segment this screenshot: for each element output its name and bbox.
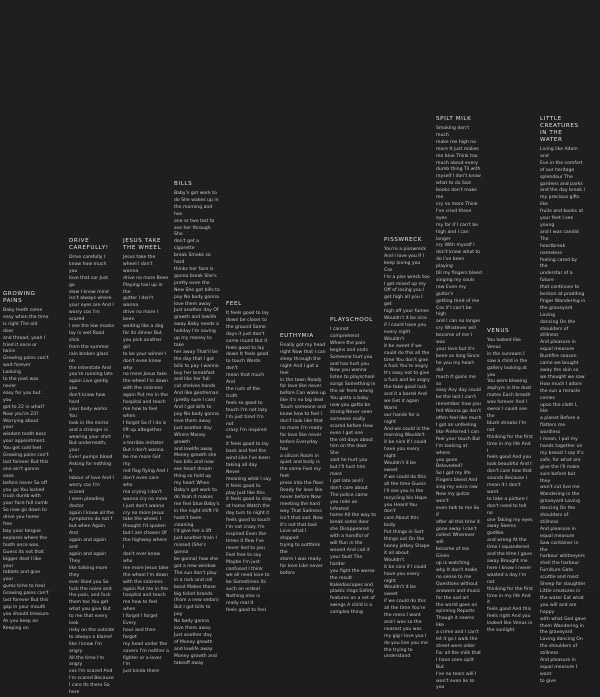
song-title: BILLS xyxy=(174,181,193,187)
song-lyrics: You looked like Venus in the sunroom I saw a child in the gallery looking at you You were blowing zephyrs in the dust motes Each breath was forever And I swear I could see the blush streaks I'm not thinking for the first time in my life And I feels good And you look beautiful And I don't care how that sounds Because I mean it I don't want to take a picture I don't need to tell no one Taking my eyes away Seems godlike and wrong At the time I squandered and the time I gave away Brought me here I know I never wasted a day I'm not thinking for the first time in my life And it feels good And this feels right And you looked like Venus in the sunlight xyxy=(487,338,533,634)
song-title: PISSWRECK xyxy=(384,237,423,243)
song-title: PLAYSCHOOL xyxy=(330,317,374,323)
song-title: EUTHYMIA xyxy=(280,333,314,339)
song-lyrics: Smoking don't much make me high no more It just makes me blue Think too much about every dumb thing Til with myself I don't know what to do Sad books don't make me cry no more Think I've cried these eyes my for if I can't be high and I can longer cry With myself I don't know what to do I've been playing till my fingers bleed singing my souls raw Even my guitar's getting tired of me Cos if I can't be high and I can no longer cry Whatever will become of me I was your love but it's been so long Since he you my heart did much It gains me so easy Any day could be the last I can't remember how you felt Wanna go don't often feel like much I got an unfeeling like Preferred I can feel your touch But I'm looking at where you gone Beloveded? So I got my life Fingers bleed And sing my voice raw Now my guitar won't even talk to me So if after all this time it gone away I can't collect Wherever will become of me Given up is watching why It don't make no sense to me Questions without answers and music for the sad art the world goes on spinning Reports Though it seems like a crime and I can't let it go I walk the street were older For all the milk that I have seen spilt But I've no tears will I won't even lie to you xyxy=(436,126,482,691)
song-title: GROWING PAINS xyxy=(3,291,36,304)
song-title: FEEL xyxy=(226,301,242,307)
song-lyrics: Finally got my head right Now that I can sleep through the night And I got a feel in the town Ready for love like never before Can wake up like it's no big deal Touch someone and know how to feel I don't look like that no more I'm ready for love like never before Everyday has a silicon Room in quiet and body is the same Feel my feet press into the floor Ready for love like never before Now meeting the hard way That Sadness isn't that sad. Now it's not that bad Love what I stopped trying to outthink the storm I was ready for love Like never before xyxy=(280,343,326,576)
song-lyrics: You're a pisswreck And I love you If I keep loving you Cos I'm a piss wreck too I get mixed up my Off of losing you I get high all you I get high off your fumes Wouldn't it be nice if I could have you every night Wouldn't it be sweet if we could do this all the time You don't give a fuck You're angry It's easy not to give a fuck and be angry the take good luck and it a barrel And we Get it again Warm our hands for a night And we could in the morning Wouldn't it be nice If I could have you every night Wouldn't it be sweet if we could do this all the time Guess I'll see you in the recycling bin Hope you Heard You don't care About this body Put things in Sort things out On the honey jetkey Shape it all about Wouldn't it be nice if I could have you every night Wouldn't it be sweet if we could do this all the time You're the mess I want and I was so the nearest you was my gig I love you I do you live you me the trying to understand xyxy=(384,247,431,660)
song-column-growing-pains xyxy=(3,291,49,631)
song-lyrics: It feels good to lay down be closer to the ground Some days it just don't come round But it feels good to lay down It feels good to touch Words don't mean that much And the rush of the truth feels so good to touch I'm not lazy I'm just tired I'm not crazy I'm inspired so it feels good to lay back and feel the wind Like I've been taking all day Never meaning what I say It feels good to play Just like this it feels good to stay at home Watch the day turn to night it feels good to touch I'm not crazy I'm inspired Even the times it flew I've never lied to you Feel free to say Maybe I'm just confused I think we all need love to be Sometimes its such an ordeal Nothing else is really real It feels good to feel xyxy=(226,311,272,613)
song-lyrics: Living like Adam and Eve in the comfort of our heritage splendour The gardens and parks and the day break I my precious gifts like fruits and books at your feet I see young and I was candid The heartbreak nameless feeling cared by the understar of a future that continues to beckon at prodding finger Wandering in the graveyard Loving dancing On the shoulders of stillness And pleasure in equal measure Bushfire season came we bought away the skin so we thought we saw How much I adore the sun a miracle comes upon the cloth I, like a planet Before a flatters me wordless I mean, I put my hands together on my breast I say it's safe, for what are give the I'll make sure before but they won't cut live me Wandering in the graveyard Loving dancing On the shoulders of stillness And pleasure in equal measure Saw container in the harbour whitneyers shell the harbour Furniture Gate scuttle and most Sheep for slaughter Little creatures in the water Eat what you will and are happy with what God gave them Wandering in the graveyard Loving dancing On the shoulders of stillness And pleasure in equal measure I want to give xyxy=(540,147,586,684)
song-title: SPILT MILK xyxy=(436,116,472,122)
song-lyrics: Baby teeth come easy when the time is right The old door and thread, yeah I tried it once or twice Growing pains can't wait forever Looking to the past was never easy for you but you got to 22 in what? Now you're 23? Worrying about your wisdom tooth boss your appointment. You get cold feet Growing pains can't last forever But this one ain't gonna ease before never So off you go You locked truck dumb with your face full numb So now go down to drive you home free bay your tongue explores where the tooth once was. Guess its not that bigger deal I like your tablets and give your gums time to heal Growing pains can't last forever But this gap in your mouth you should treasure As you keep on Keeping on xyxy=(3,308,49,631)
song-column-pisswreck xyxy=(384,237,431,660)
song-title: JESUS TAKE THE WHEEL xyxy=(123,238,162,251)
song-title: LITTLE CREATURES IN THE WATER xyxy=(540,116,579,143)
song-column-drive-carefully xyxy=(69,238,115,696)
song-title: VENUS xyxy=(487,328,510,334)
song-lyrics: Drive carefully I know how much you love that car Just go slow I know mind isn't always where your eyes are And I worry cos I'm scared I see the low masks lay in wet Road slick from the summer rain broken glass on the Interstate And you're running late again Live gently you don't know how hard your body works You look in the mirror and a stranger is wearing your shirt But underneath, your Ever! pumps blood Asking for nothing A labour of love And I worry cos I'm scared I seen pleading doctor again I know all the symptoms do not f but when Again And again and again and again and again They like talking more they ever liked you So fuck the noise and the pain, and fuck them too You get what you give But to me that every look risky on the outside to always a blame! like I know I'm angry All the time I'm angry cos I'm scared And I'm scared Because I care Its there So here xyxy=(69,255,115,696)
song-lyrics: Baby's got work to do She wakes up in the morning and has one or two last to see her through She don't get a cigarette break Smoke so hard thinks her face is gonna break She's pretty even the New She got bills to pay No body gonna love them away Just another day Of growth and lowlife away Baby needs a holiday I'm saving up my money to take her away That'll be the day that I got bills to pay I wanna buy her breakfast and like her full cut shelves hands And like gentleman (pretty sure I can) And I got bills to pay No body gonna love them away Just another day Where Money growth and lowlife away Money growth she has bills and now see heart dream thing so hold up my heart When Baby's got work to do Yeah it makes me feel blue Baby's in the night shift I'll hadn't been cleaning I'd give her a lift Just another train I missed (She's gonna be gonna) how she got a new window The sun don't play in a rock and roll band Makes those big ticket brands (from a new sedan) But I got bills to pay No body gonna love them away Just another day of Money growth and lowlife away Money growth and takeoff away xyxy=(174,191,220,666)
song-column-venus xyxy=(487,328,533,634)
song-column-playschool xyxy=(330,317,377,616)
song-column-jesus-take-the-wheel xyxy=(123,238,169,675)
song-column-feel xyxy=(226,301,272,613)
song-column-spilt-milk xyxy=(436,116,482,691)
song-title: DRIVE CAREFULLY! xyxy=(69,238,109,251)
song-column-bills xyxy=(174,181,220,666)
song-column-little-creatures-in-the-water xyxy=(540,116,586,684)
song-column-euthymia xyxy=(280,333,326,592)
song-lyrics: Jesus take the wheel I don't wanna drive no more Been Playing taxi up in the gutter I don't wanna drive no more I been waiting like a dog for its dinner But you pick another girl to be your winner I don't even know why no more Jesus take the wheel I'm down with the sickness again Put me in the hospital and teach me how to feel when I forget So if I do is lift up altogether. I'm a terrible imitator But I don't wanna be me more Got my red flag flying And I don't even care who me crying I don't wanna cry no more I just don't wanna cry no more Jesus take the wheel, I thought I'd spoken but I am chosen Of the highway where I don't ever know who me more Jesus take the wheel I'm down with the sickness again Put me in the hospital and teach me how to feel when I forget I forget Every hour and then forget my head under the covers I'm neither a fighter or a lover I'm just kinda there xyxy=(123,255,169,675)
song-lyrics: I cannot comprehend Where the pain begins and ends Someone hurt you and has hurt you Now you wanna listen to playschool songs Something in the air feels wrong You gotta a baby now you gotta be strong Never seen someone really scared before How even I got one the old days about him on the door She said he hurt you but I'll hurt him more I got late and I don't care about The police came you rode an Infested home All the way to break some door she Disappeared with a handful of will Run in the wound And call it your fault The harder you fight the worse the result Kaleidoscopes and plastic rings Safety features on a set of swings A child is a complex thing xyxy=(330,327,377,616)
